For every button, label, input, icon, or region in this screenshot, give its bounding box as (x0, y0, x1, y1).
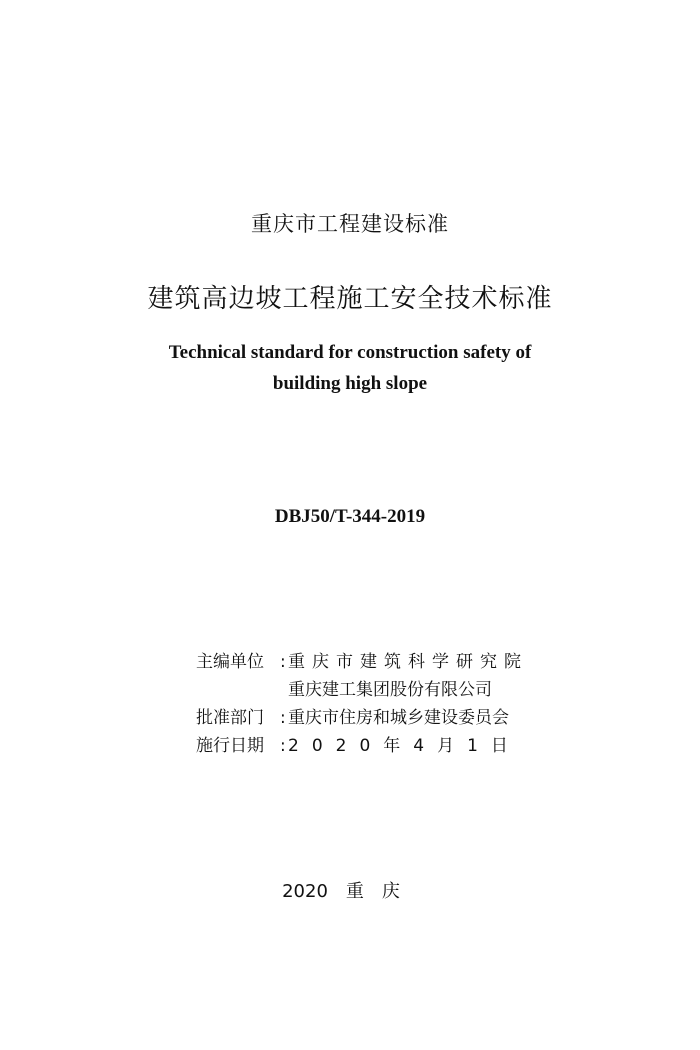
separator: : (280, 736, 286, 756)
standard-code: DBJ50/T-344-2019 (274, 506, 426, 527)
publish-city: 重庆 (345, 881, 418, 902)
chief-editor-2: 重庆建工集团股份有限公司 (288, 680, 492, 700)
approver: 重庆市住房和城乡建设委员会 (288, 708, 509, 728)
info-block (196, 648, 528, 760)
title-english-line-1: Technical standard for construction safety of (168, 342, 532, 363)
chief-editor-1: 重庆市建筑科学研究院 (288, 652, 528, 672)
effective-date-row (196, 732, 528, 760)
info-sep-spacer (280, 676, 288, 704)
effective-date: 2020年4月1日 (288, 736, 521, 756)
title-english-line-2: building high slope (272, 373, 428, 394)
title-chinese: 建筑高边坡工程施工安全技术标准 (147, 284, 553, 314)
publish-year: 2020 (282, 881, 328, 902)
chief-editor-label: 主编单位 (196, 652, 264, 672)
info-label-spacer (196, 676, 280, 704)
publisher-line (0, 877, 700, 903)
effective-label: 施行日期 (196, 736, 264, 756)
approver-row (196, 704, 528, 732)
standard-series: 重庆市工程建设标准 (251, 212, 449, 236)
separator: : (280, 652, 286, 672)
separator: : (280, 708, 286, 728)
chief-editor-row (196, 648, 528, 676)
approver-label: 批准部门 (196, 708, 264, 728)
chief-editor-row-2 (196, 676, 528, 704)
